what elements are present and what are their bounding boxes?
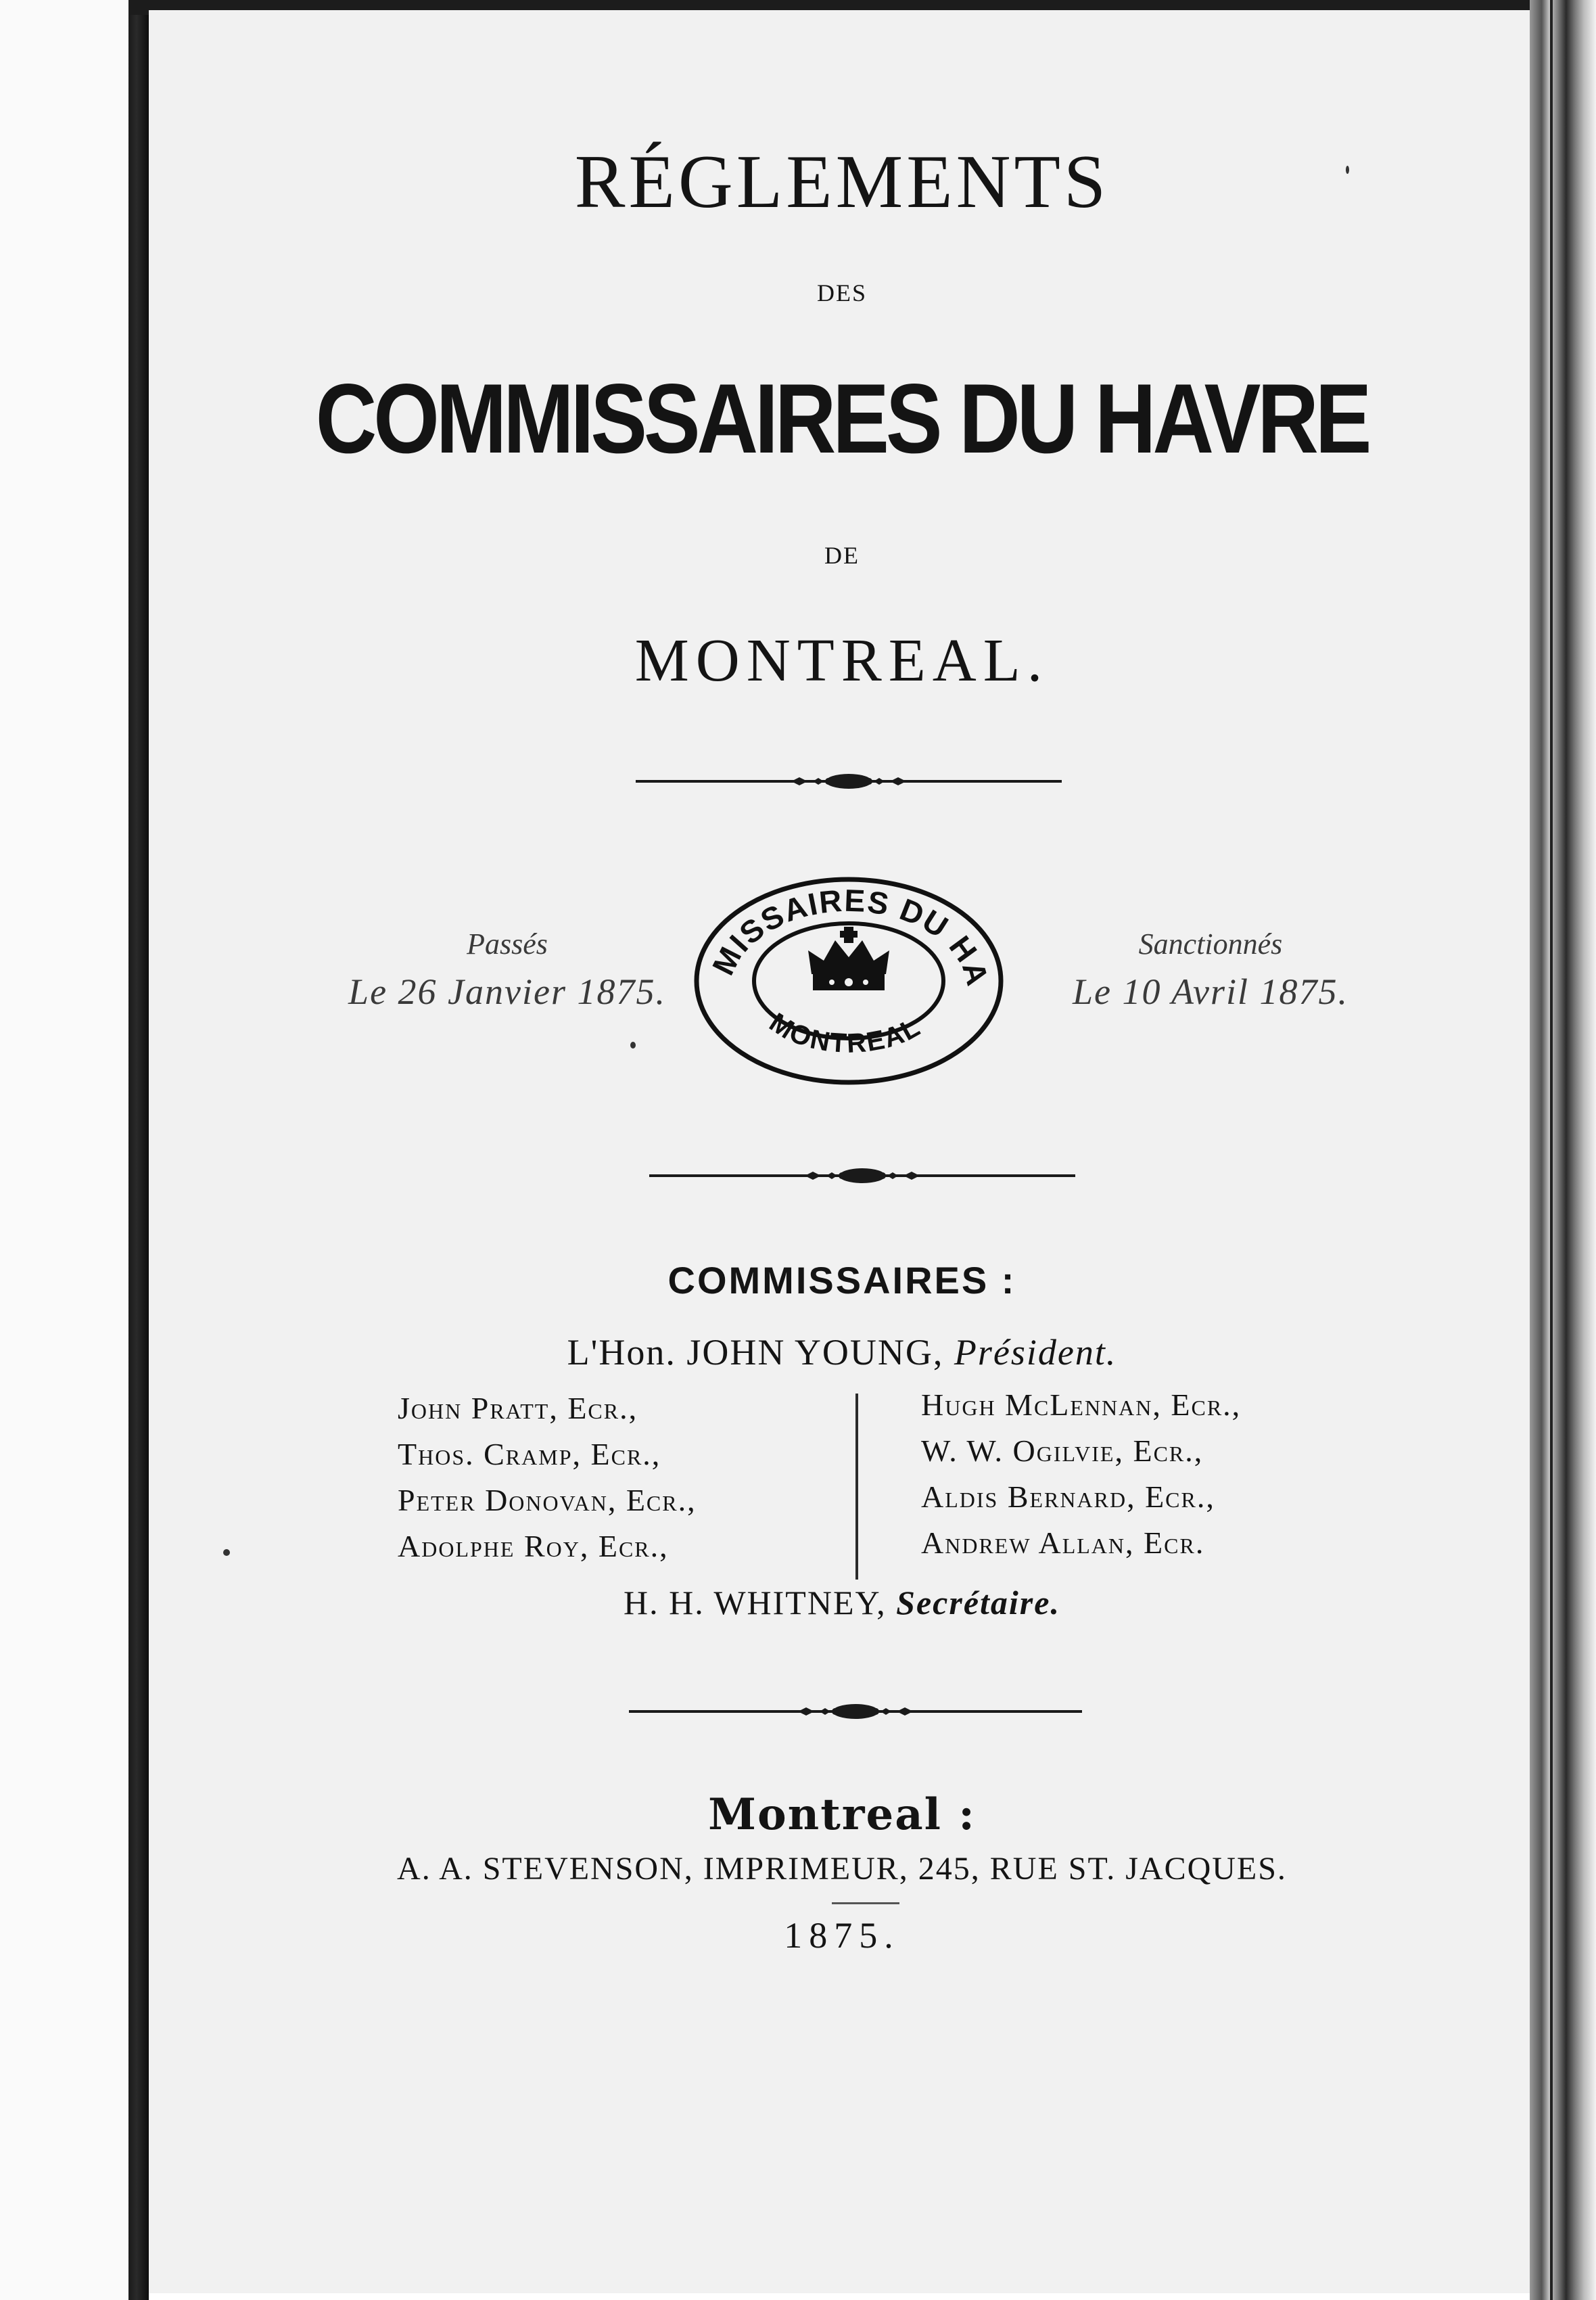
facing-page-edge — [0, 0, 128, 2300]
page-edges — [1530, 0, 1596, 2300]
president-title: Président. — [954, 1332, 1117, 1373]
passed-date: Le 26 Janvier 1875. — [348, 971, 666, 1012]
main-title: RÉGLEMENTS — [574, 140, 1110, 224]
passed-label: Passés — [467, 927, 548, 961]
secretary-line — [149, 1583, 1535, 1622]
passed-date-block — [331, 927, 683, 1013]
commissioners-heading: COMMISSAIRES : — [667, 1259, 1016, 1302]
sanctioned-date-block — [1035, 927, 1386, 1013]
seal-bottom-text: MONTREAL — [764, 1007, 926, 1059]
ornamental-rule-3 — [629, 1701, 1082, 1722]
commissioner-name: Hugh McLennan, Ecr., — [921, 1387, 1242, 1422]
harbour-commission-seal — [690, 873, 1008, 1089]
book-spine — [128, 0, 149, 2300]
commissioner-name: Adolphe Roy, Ecr., — [398, 1529, 669, 1563]
commissioner-name: Aldis Bernard, Ecr., — [921, 1479, 1215, 1514]
scan-speck — [223, 1549, 230, 1556]
imprint-city: Montreal : — [708, 1789, 976, 1840]
commission-title: COMMISSAIRES DU HAVRE — [315, 363, 1369, 474]
secretary-name: H. H. WHITNEY, — [624, 1584, 887, 1622]
imprint-rule — [832, 1902, 899, 1904]
imprint-printer: A. A. STEVENSON, IMPRIMEUR, 245, RUE ST. JACQUES. — [397, 1851, 1287, 1887]
sanctioned-label: Sanctionnés — [1138, 927, 1283, 961]
ornamental-rule-2 — [649, 1166, 1075, 1186]
seal-top-text: MISSAIRES DU HA — [705, 882, 995, 988]
scan-speck — [630, 1042, 636, 1049]
scan-speck — [1346, 166, 1349, 174]
crown-icon — [808, 927, 889, 990]
commissioners-left-column — [398, 1390, 697, 1574]
president-name: L'Hon. JOHN YOUNG, — [567, 1332, 944, 1373]
connector-des: DES — [816, 279, 867, 306]
ornamental-rule-1 — [636, 771, 1062, 791]
commissioners-right-column — [921, 1387, 1241, 1571]
imprint-year: 1875. — [784, 1915, 900, 1956]
column-divider — [855, 1394, 858, 1580]
commissioner-name: John Pratt, Ecr., — [398, 1391, 638, 1425]
connector-de: DE — [824, 542, 860, 569]
city-title: MONTREAL. — [634, 627, 1050, 694]
commissioner-name: Thos. Cramp, Ecr., — [398, 1437, 661, 1471]
secretary-title: Secrétaire. — [896, 1584, 1060, 1622]
commissioner-name: Peter Donovan, Ecr., — [398, 1483, 697, 1517]
commissioner-name: W. W. Ogilvie, Ecr., — [921, 1433, 1204, 1468]
sanctioned-date: Le 10 Avril 1875. — [1072, 971, 1349, 1012]
president-line — [149, 1331, 1535, 1373]
commissioner-name: Andrew Allan, Ecr. — [921, 1525, 1205, 1560]
